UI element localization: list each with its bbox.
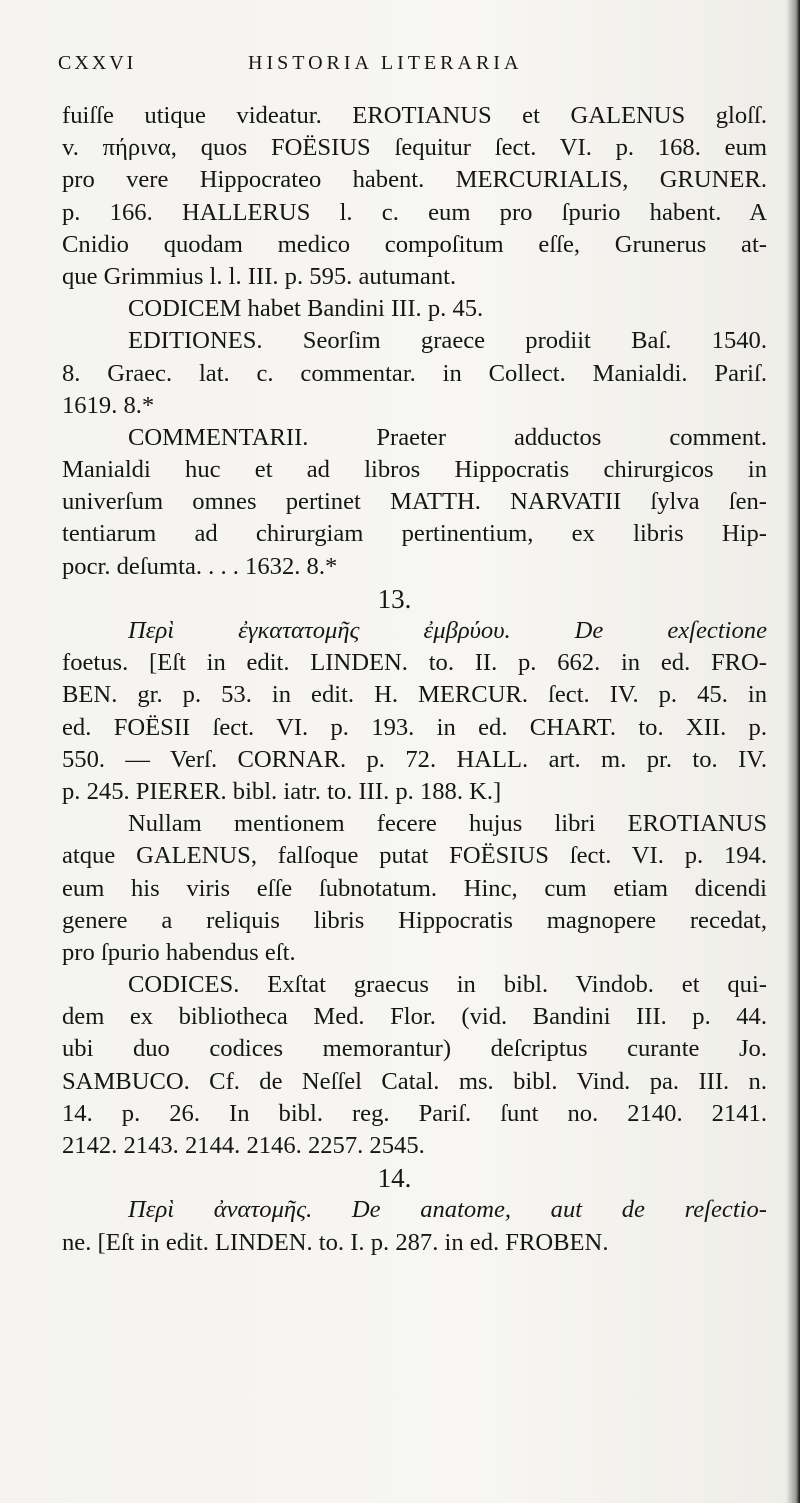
text-line: Περὶ ἀνατομῆς. De anatome, aut de reſectio- — [128, 1196, 767, 1224]
paragraph-editiones — [62, 325, 767, 422]
text-line: eum his viris eſſe ſubnotatum. Hinc, cum etiam dicendi — [62, 874, 767, 902]
paragraph-commentarii — [62, 422, 767, 583]
text-line: p. 166. HALLERUS l. c. eum pro ſpurio habent. A — [62, 198, 767, 226]
text-line: ed. FOËSII ſect. VI. p. 193. in ed. CHART. to. XII. p. — [62, 713, 767, 741]
text-line: Περὶ ἐγκατατομῆς ἐμβρύου. De exſectione — [128, 617, 767, 644]
text-line: genere a reliquis libris Hippocratis magnopere recedat, — [62, 906, 767, 934]
paragraph-nullam — [62, 808, 767, 969]
paragraph-codices — [62, 969, 767, 1162]
text-line: 1619. 8.* — [62, 391, 155, 419]
section-heading-14: 14. — [377, 1163, 412, 1194]
text-line: v. πήρινα, quos FOËSIUS ſequitur ſect. VI. p. 168. eum — [62, 134, 767, 162]
text-line: 550. — Verſ. CORNAR. p. 72. HALL. art. m. pr. to. IV. — [62, 745, 767, 773]
text-line: pro vere Hippocrateo habent. MERCURIALIS, GRUNER. — [62, 166, 767, 194]
text-line: Cnidio quodam medico compoſitum eſſe, Grunerus at- — [62, 230, 767, 258]
running-header — [58, 52, 778, 82]
running-title: HISTORIA LITERARIA — [248, 52, 523, 74]
text-line: p. 245. PIERER. bibl. iatr. to. III. p. 188. K.] — [62, 777, 502, 805]
text-line: foetus. [Eſt in edit. LINDEN. to. II. p. 662. in ed. FRO- — [62, 649, 767, 677]
text-line: Manialdi huc et ad libros Hippocratis chirurgicos in — [62, 456, 767, 484]
text-line: COMMENTARII. Praeter adductos comment. — [128, 423, 767, 451]
text-line: SAMBUCO. Cf. de Neſſel Catal. ms. bibl. Vind. pa. III. n. — [62, 1067, 767, 1095]
text-line: que Grimmius l. l. III. p. 595. autumant. — [62, 262, 457, 290]
body-text — [62, 100, 767, 1259]
text-line: 2142. 2143. 2144. 2146. 2257. 2545. — [62, 1132, 425, 1159]
page-edge-shadow — [786, 0, 800, 1503]
text-line: tentiarum ad chirurgiam pertinentium, ex libris Hip- — [62, 520, 767, 548]
text-line: Nullam mentionem fecere hujus libri EROTIANUS — [128, 810, 767, 838]
text-line: dem ex bibliotheca Med. Flor. (vid. Bandini III. p. 44. — [62, 1003, 767, 1031]
text-line: atque GALENUS, falſoque putat FOËSIUS ſect. VI. p. 194. — [62, 842, 767, 870]
text-line: 14. p. 26. In bibl. reg. Pariſ. ſunt no. 2140. 2141. — [62, 1099, 767, 1127]
text-line: ne. [Eſt in edit. LINDEN. to. I. p. 287. in ed. FROBEN. — [62, 1228, 609, 1256]
text-line: univerſum omnes pertinet MATTH. NARVATII ſylva ſen- — [62, 488, 767, 516]
page-number: CXXVI — [58, 52, 137, 74]
text-line: fuiſſe utique videatur. EROTIANUS et GALENUS gloſſ. — [62, 102, 767, 129]
section-heading-13: 13. — [377, 583, 412, 614]
paragraph-authorship — [62, 100, 767, 293]
text-line: EDITIONES. Seorſim graece prodiit Baſ. 1540. — [128, 327, 767, 355]
text-line: BEN. gr. p. 53. in edit. H. MERCUR. ſect. IV. p. 45. in — [62, 681, 767, 709]
text-line: 8. Graec. lat. c. commentar. in Collect. Manialdi. Pariſ. — [62, 359, 767, 387]
entry-14-title — [62, 1194, 767, 1258]
text-line: pocr. deſumta. . . . 1632. 8.* — [62, 552, 338, 580]
text-line: ubi duo codices memorantur) deſcriptus curante Jo. — [62, 1035, 767, 1063]
text-line: CODICES. Exſtat graecus in bibl. Vindob. et qui- — [128, 971, 767, 999]
entry-13-title — [62, 615, 767, 808]
paragraph-codicem: CODICEM habet Bandini III. p. 45. — [128, 295, 484, 323]
text-line: pro ſpurio habendus eſt. — [62, 938, 296, 966]
